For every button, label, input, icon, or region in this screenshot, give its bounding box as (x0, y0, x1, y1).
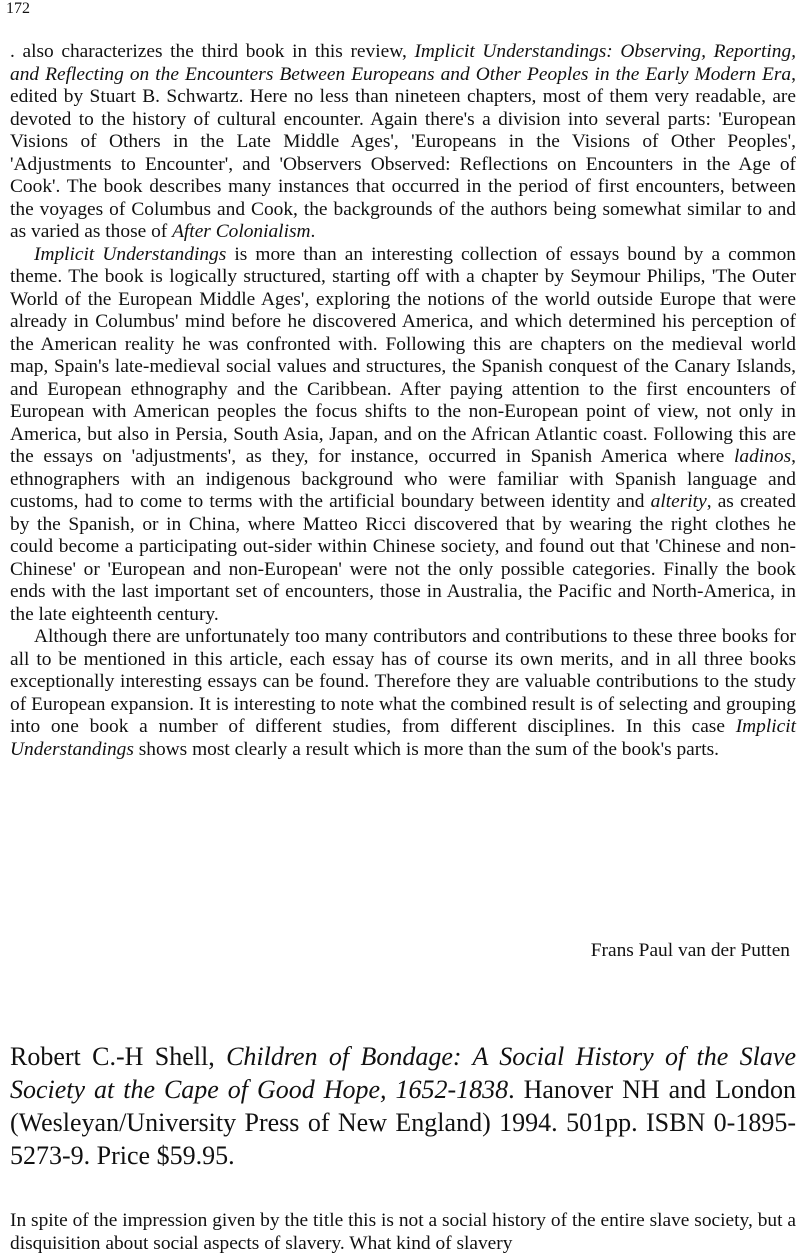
text-run: also characterizes the third book in this review, (22, 41, 415, 62)
review-opening-text: In spite of the impression given by the title this is not a social history of the entire slave society, but a disquisition about social aspects of slavery. What kind of slavery (10, 1210, 796, 1254)
italic-term: ladinos (734, 446, 792, 467)
book-heading (10, 1040, 796, 1172)
text-run: . (310, 221, 316, 242)
text-run: , ethnographers with an indigenous background who were familiar with Spanish language and customs, had to come to terms with the artificial boundary between identity and (10, 446, 796, 512)
text-run: , edited by Stuart B. Schwartz. Here no less than nineteen chapters, most of them very readable, are devoted to the history of cultural encounter. Again there's a division into several parts: 'European Visions of Others in the Late Middle Ages', 'Europeans in the Visions of Other Peoples', 'Adjustments to Encounter', and 'Observers Observed: Reflections on Encounters in the Age of Cook'. The book describes many instances that occurred in the period of first encounters, between the voyages of Columbus and Cook, the backgrounds of the authors being somewhat similar to and as varied as those of (10, 63, 796, 242)
book-author: Robert C.-H Shell, (10, 1042, 227, 1071)
page-number: 172 (6, 0, 30, 17)
text-run: , as created by the Spanish, or in China, where Matteo Ricci discovered that by wearing the right clothes he could become a participating out-sider within Chinese society, and found out that 'Chinese and non-Chinese' or 'European and non-European' were not the only possible categories. Finally the book ends with the last important set of encounters, those in Australia, the Pacific and North-America, in the late eighteenth century. (10, 491, 796, 625)
paragraph-2 (10, 244, 796, 627)
text-run: Although there are unfortunately too many contributors and contributions to these three books for all to be mentioned in this article, each essay has of course its own merits, and in all three books exceptionally interesting essays can be found. Therefore they are valuable contributions to the study of European expansion. It is interesting to note what the combined result is of selecting and grouping into one book a number of different studies, from different disciplines. In this case (10, 626, 796, 737)
text-run: shows most clearly a result which is more than the sum of the book's parts. (133, 738, 719, 760)
review-body (10, 41, 796, 761)
text-run: is more than an interesting collection of essays bound by a common theme. The book is logically structured, starting off with a chapter by Seymour Philips, 'The Outer World of the European Middle Ages', exploring the notions of the world outside Europe that were already in Columbus' mind before he discovered America, and which determined his perception of the American reality he was confronted with. Following this are chapters on the medieval world map, Spain's late-medieval social values and structures, the Spanish conquest of the Canary Islands, and European ethnography and the Caribbean. After paying attention to the first encounters of European with American peoples the focus shifts to the non-European point of view, not only in America, but also in Persia, South Asia, Japan, and on the African Atlantic coast. Following this are the essays on 'adjustments', as they, for instance, occurred in Spanish America where (10, 243, 796, 467)
book-title: After Colonialism (172, 221, 311, 242)
paragraph-3 (10, 626, 796, 761)
italic-term: alterity (650, 491, 707, 512)
reviewer-name: Frans Paul van der Putten (590, 940, 790, 961)
paragraph-1: . also characterizes the third book in this review, Implicit Understandings: Observing, Reporting, and Reflecting on the Encounters Between Europeans and Other Peoples in the Early Modern Era, edited by Stuart B. Schwartz. Here no less than nineteen chapters, most of them very readable, are devoted to the history of cultural encounter. Again there's a division into several parts: 'European Visions of Others in the Late Middle Ages', 'Europeans in the Visions of Other Peoples', 'Adjustments to Encounter', and 'Observers Observed: Reflections on Encounters in the Age of Cook'. The book describes many instances that occurred in the period of first encounters, between the voyages of Columbus and Cook, the backgrounds of the authors being somewhat similar to and as varied as those of After Colonialism. (10, 41, 797, 242)
book-title: Children of Bondage: A Social History of the Slave Society at the Cape of Good Hope, 1652-1838 (10, 1042, 796, 1104)
book-title: Implicit Understandings (10, 716, 796, 760)
book-details: . Hanover NH and London (Wesleyan/University Press of New England) 1994. 501pp. ISBN 0-1895-5273-9. Price $59.95. (10, 1075, 796, 1170)
book-title: Implicit Understandings (34, 243, 227, 265)
book-title: Implicit Understandings: Observing, Reporting, and Reflecting on the Encounters Between Europeans and Other Peoples in the Early Modern Era (10, 41, 797, 85)
